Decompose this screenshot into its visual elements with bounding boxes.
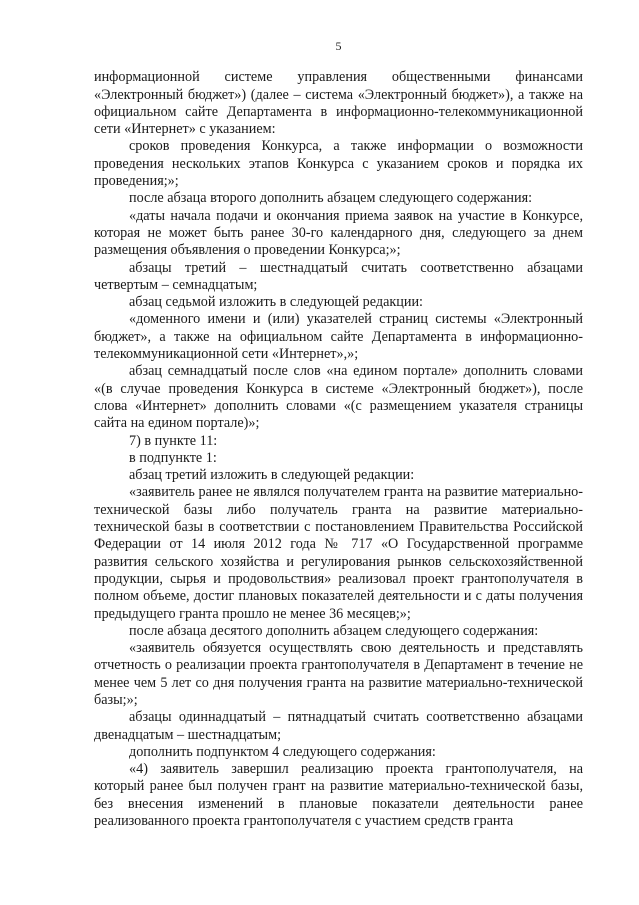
paragraph: «заявитель ранее не являлся получателем гранта на развитие материально-технической базы либо получатель гранта на развитие материально-технической базы в соответствии с постановлением Правительства Российской Федерации от 14 июля 2012 года № 717 «О Государственной программе развития сельского хозяйства и регулирования рынков сельскохозяйственной продукции, сырья и продовольствия» реализовал проект грантополучателя в полном объеме, достиг плановых показателей деятельности и с даты получения предыдущего гранта прошло не менее 36 месяцев;»; [94,484,583,622]
paragraph: информационной системе управления общественными финансами «Электронный бюджет») (далее – система «Электронный бюджет»), а также на официальном сайте Департамента в информационно-телекоммуникационной сети «Интернет» с указанием: [94,69,583,138]
paragraph: абзац семнадцатый после слов «на едином портале» дополнить словами «(в случае проведения Конкурса в системе «Электронный бюджет»), после слова «Интернет» дополнить словами «(с размещением указателя страницы сайта на едином портале)»; [94,363,583,432]
paragraph: абзацы одиннадцатый – пятнадцатый считать соответственно абзацами двенадцатым – шестнадцатым; [94,709,583,743]
paragraph: «доменного имени и (или) указателей страниц системы «Электронный бюджет», а также на официальном сайте Департамента в информационно-телекоммуникационной сети «Интернет»,»; [94,311,583,363]
paragraph: после абзаца второго дополнить абзацем следующего содержания: [129,190,533,207]
paragraph: «заявитель обязуется осуществлять свою деятельность и представлять отчетность о реализации проекта грантополучателя в Департамент в течение не менее чем 5 лет со дня получения гранта на развитие материально-технической базы;»; [94,640,583,708]
page-number: 5 [335,39,342,53]
paragraph: сроков проведения Конкурса, а также информации о возможности проведения нескольких этапов Конкурса с указанием сроков и порядка их проведения;»; [94,138,583,190]
paragraph: абзац седьмой изложить в следующей редакции: [129,294,424,311]
paragraph: 7) в пункте 11: [129,432,218,449]
paragraph: «даты начала подачи и окончания приема заявок на участие в Конкурсе, которая не может быть ранее 30-го календарного дня, следующего за днем размещения объявления о проведении Конкурса;»; [94,207,583,259]
paragraph: абзацы третий – шестнадцатый считать соответственно абзацами четвертым – семнадцатым; [94,259,583,293]
paragraph: дополнить подпунктом 4 следующего содержания: [129,743,436,760]
paragraph: «4) заявитель завершил реализацию проекта грантополучателя, на который ранее был получен грант на развитие материально-технической базы, без внесения изменений в плановые показатели деятельности ранее реализованного проекта грантополучателя с участием средств гранта [94,761,583,830]
paragraph: после абзаца десятого дополнить абзацем следующего содержания: [129,622,539,639]
paragraph: в подпункте 1: [129,449,217,466]
paragraph: абзац третий изложить в следующей редакции: [129,467,415,484]
document-body [94,69,583,830]
